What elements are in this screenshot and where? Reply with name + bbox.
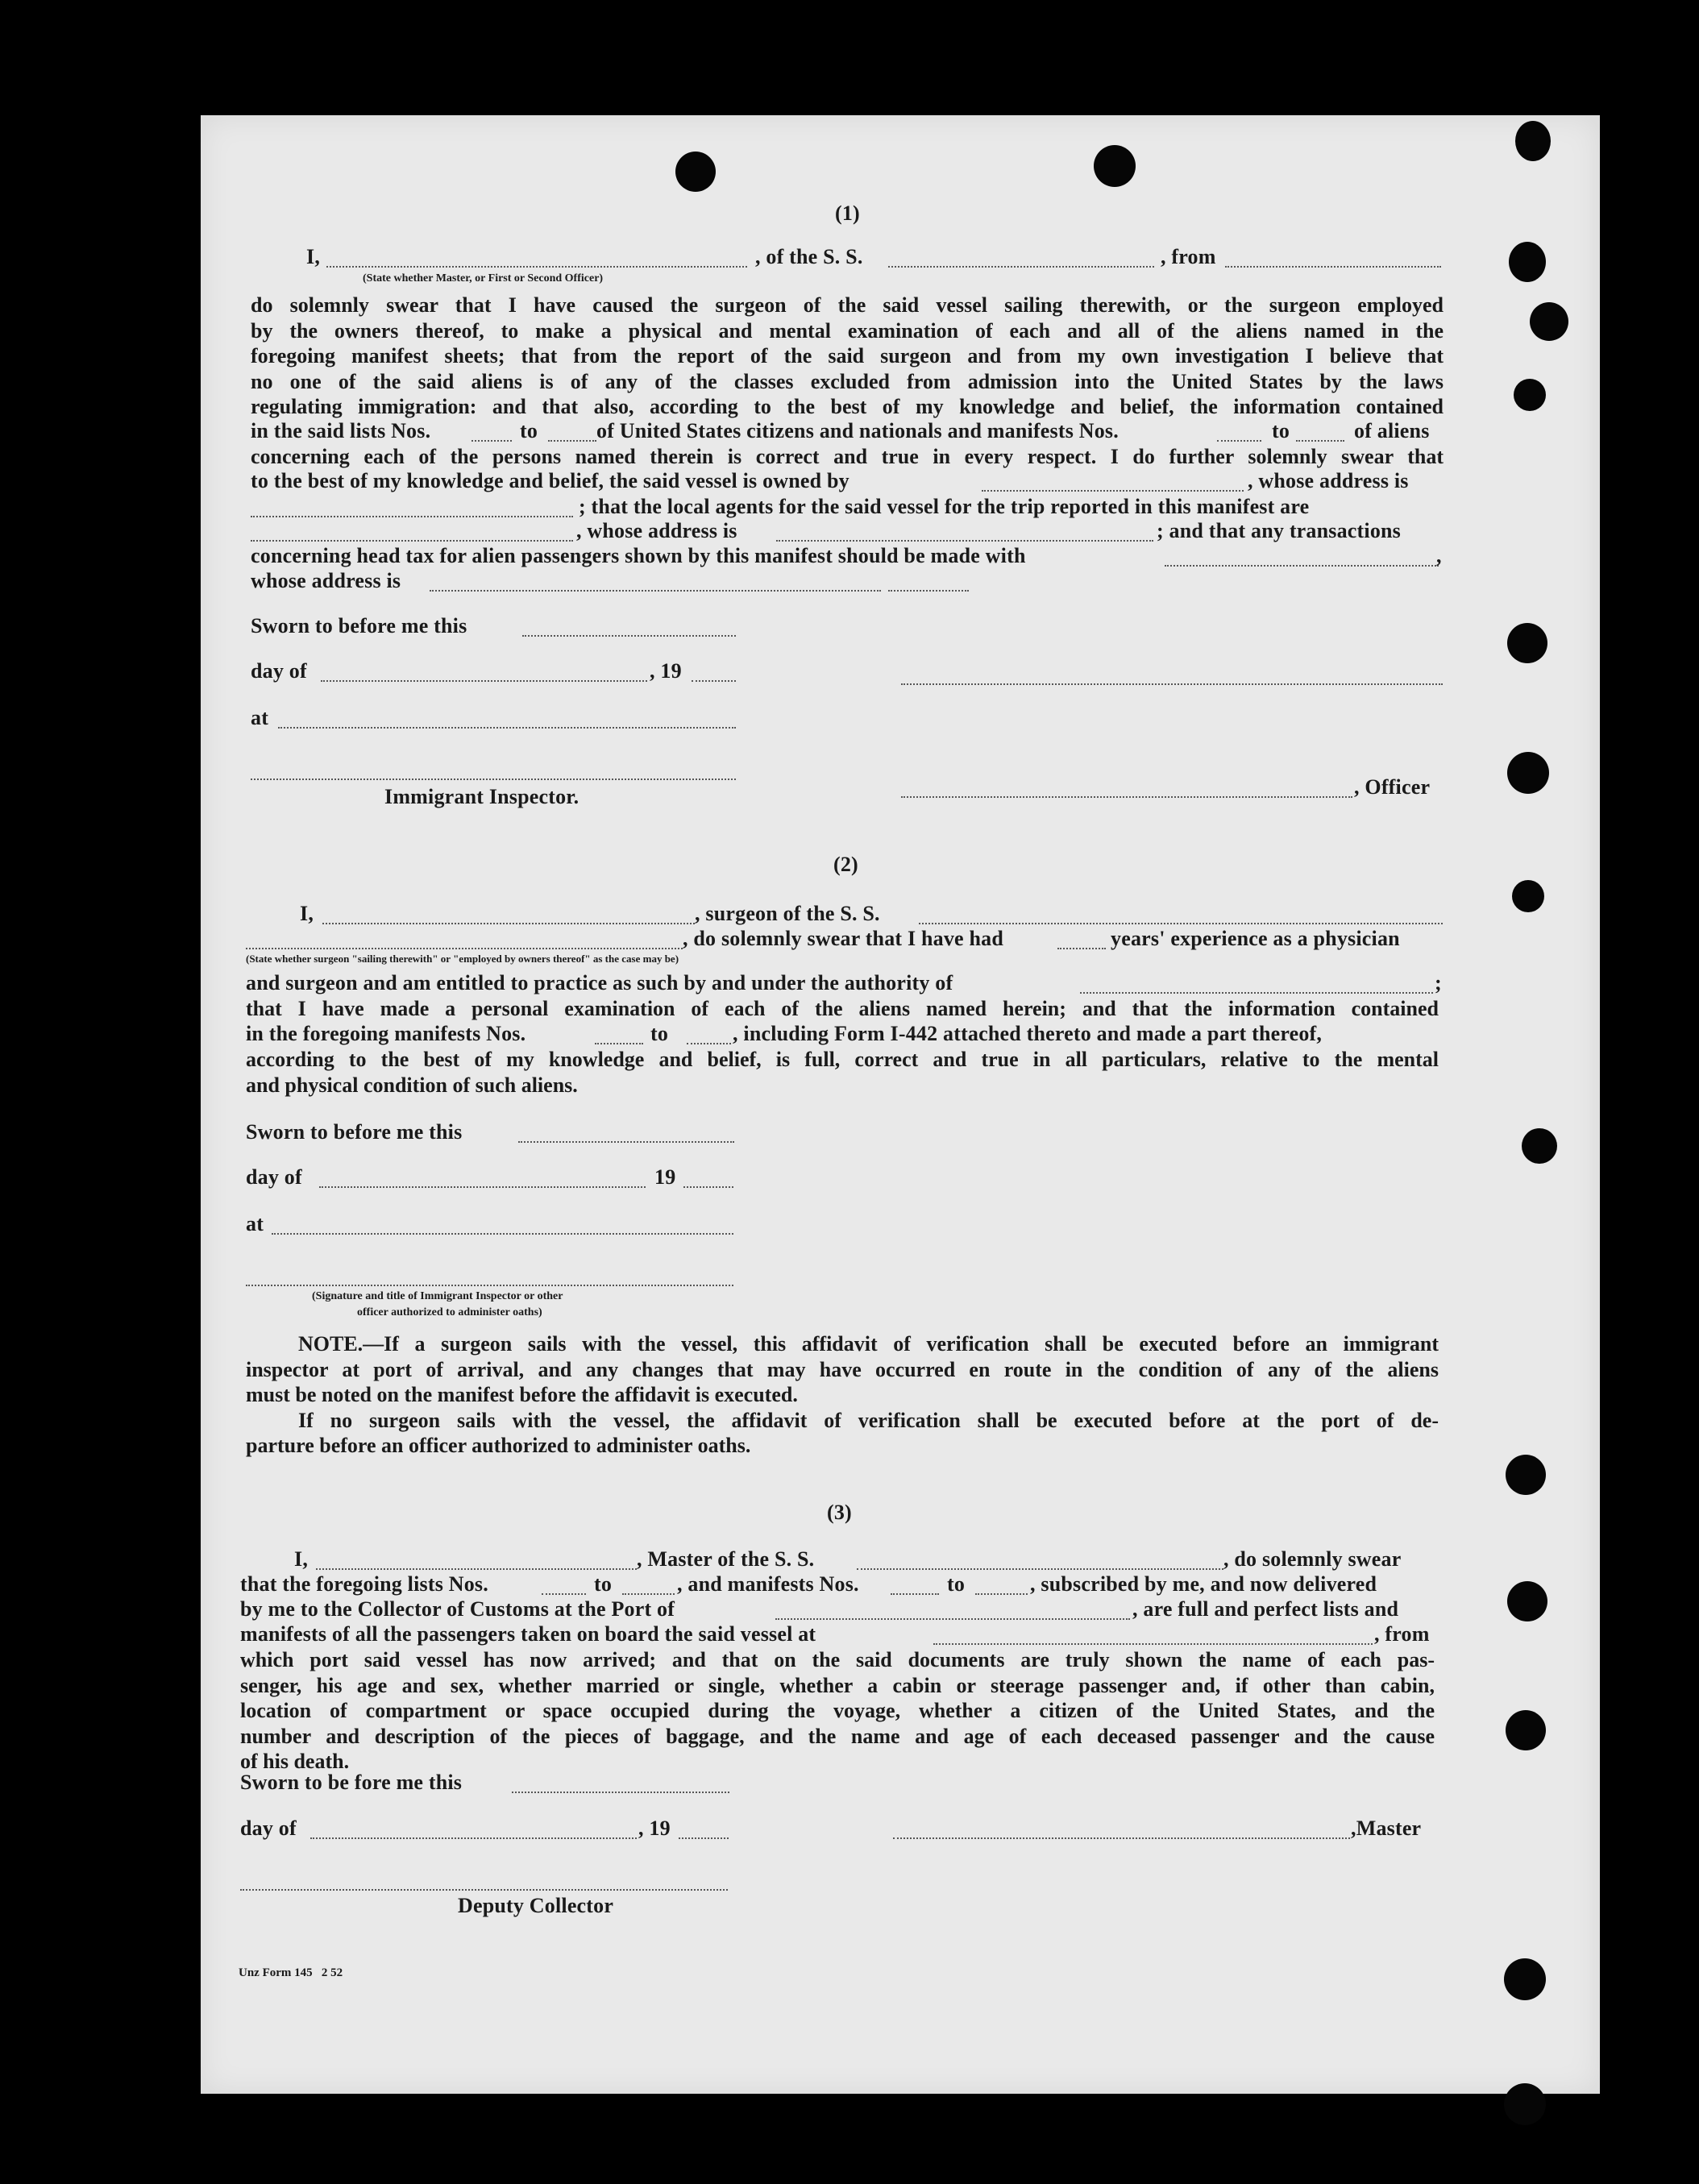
at-label: at: [251, 706, 269, 729]
surgeon-manifest-to-field[interactable]: [687, 1043, 731, 1044]
years-experience-label: years' experience as a physician: [1111, 927, 1400, 950]
owner-address-field[interactable]: [251, 516, 573, 517]
officer-name-field[interactable]: [326, 266, 747, 268]
oath-line: by the owners thereof, to make a physical and mental examination of each and all of the aliens named in the: [251, 318, 1444, 343]
section-2-accord: [246, 1047, 1439, 1098]
inspector-signature-field[interactable]: [251, 779, 736, 780]
from-label-3: , from: [1374, 1622, 1430, 1646]
oath-i-label: I,: [306, 245, 321, 268]
master-sworn-label: Sworn to be fore me this: [240, 1771, 463, 1794]
master-manifests-from-field[interactable]: [891, 1593, 939, 1595]
section-3-oath-text: [240, 1647, 1435, 1775]
vessel-name-field[interactable]: [888, 266, 1154, 268]
sworn-day-field[interactable]: [522, 635, 736, 637]
officer-rank-note: (State whether Master, or First or Second Officer): [363, 272, 604, 284]
lists-nos-label: in the said lists Nos.: [251, 419, 431, 442]
master-i-label: I,: [294, 1547, 309, 1571]
section-1-line7: [251, 444, 1444, 470]
punch-hole-edge-3: [1530, 302, 1568, 341]
foregoing-lists-label: that the foregoing lists Nos.: [240, 1572, 488, 1596]
day-of-label: day of: [251, 659, 307, 683]
officer-signature-field[interactable]: [901, 796, 1352, 798]
section-1-number: (1): [835, 201, 860, 225]
oath-line: that I have made a personal examination of each of the aliens named herein; and that the information contained: [246, 997, 1439, 1020]
signature-note-2: officer authorized to administer oaths): [357, 1306, 542, 1318]
surgeon-manifest-from-field[interactable]: [595, 1043, 643, 1044]
surgeon-i-label: I,: [300, 902, 314, 925]
punch-hole-top-left: [675, 152, 716, 192]
manifests-to-field[interactable]: [1296, 440, 1344, 442]
surgeon-month-field[interactable]: [319, 1186, 646, 1188]
surgeon-status-note: (State whether surgeon "sailing therewith" or "employed by owners thereof" as the case may be): [246, 953, 679, 965]
master-manifests-to-label: to: [947, 1572, 966, 1596]
surgeon-place-field[interactable]: [272, 1233, 733, 1235]
master-swear-label: , do solemnly swear: [1223, 1547, 1402, 1571]
surgeon-witness-signature-field[interactable]: [246, 1285, 733, 1286]
oath-line: location of compartment or space occupied during the voyage, whether a citizen of the United States, and the: [240, 1699, 1435, 1722]
owned-by-label: to the best of my knowledge and belief, the said vessel is owned by: [251, 469, 850, 492]
subscribed-label: , subscribed by me, and now delivered: [1030, 1572, 1377, 1596]
section-2-exam-line: [246, 996, 1439, 1022]
punch-hole-edge-1: [1515, 121, 1551, 161]
note-line: inspector at port of arrival, and any changes that may have occurred en route in the condition of any of the aliens: [246, 1357, 1439, 1381]
master-manifests-to-field[interactable]: [975, 1593, 1028, 1595]
master-of-ss-label: , Master of the S. S.: [637, 1547, 815, 1571]
oath-line: do solemnly swear that I have caused the surgeon of the said vessel sailing therewith, or the surgeon employed: [251, 293, 1444, 317]
perfect-lists-label: , are full and perfect lists and: [1132, 1597, 1399, 1621]
surgeon-sworn-label: Sworn to before me this: [246, 1120, 463, 1144]
master-name-field[interactable]: [316, 1568, 637, 1570]
year-field[interactable]: [692, 680, 736, 682]
oath-line: regulating immigration: and that also, according to the best of my knowledge and belief, the information contained: [251, 395, 1444, 418]
owner-field[interactable]: [982, 490, 1244, 492]
master-vessel-field[interactable]: [857, 1568, 1223, 1570]
of-ss-label: , of the S. S.: [755, 245, 863, 268]
punch-hole-edge-13: [1504, 2083, 1546, 2125]
punch-hole-edge-8: [1522, 1128, 1557, 1164]
manifests-from-field[interactable]: [1217, 440, 1261, 442]
master-signature-field[interactable]: [893, 1837, 1350, 1839]
oath-line: and physical condition of such aliens.: [246, 1073, 578, 1097]
punch-hole-edge-9: [1506, 1455, 1546, 1495]
punch-hole-top-right: [1094, 145, 1136, 187]
oath-line: which port said vessel has now arrived; and that on the said documents are truly shown the name of each pas-: [240, 1648, 1435, 1671]
oath-line: senger, his age and sex, whether married or single, whether a cabin or steerage passenger and, if other than cabin,: [240, 1673, 1435, 1697]
punch-hole-edge-6: [1507, 752, 1549, 794]
master-sworn-day-field[interactable]: [512, 1792, 729, 1793]
manifests-nos-label: in the foregoing manifests Nos.: [246, 1022, 526, 1045]
sworn-label: Sworn to before me this: [251, 614, 467, 637]
oath-line: no one of the said aliens is of any of the classes excluded from admission into the United States by the laws: [251, 369, 1444, 393]
oath-line: number and description of the pieces of baggage, and the name and age of each deceased passenger and the cause: [240, 1724, 1435, 1748]
deputy-collector-label: Deputy Collector: [458, 1894, 614, 1917]
form-i442-label: , including Form I-442 attached thereto and made a part thereof,: [733, 1022, 1323, 1045]
surgeon-sworn-day-field[interactable]: [518, 1141, 734, 1143]
master-lists-to-label: to: [594, 1572, 613, 1596]
officer-label: , Officer: [1354, 775, 1431, 799]
punch-hole-edge-5: [1507, 623, 1547, 663]
year-label: , 19: [650, 659, 682, 683]
authority-field[interactable]: [1080, 992, 1433, 994]
surgeon-of-ss-label: , surgeon of the S. S.: [695, 902, 880, 925]
master-month-field[interactable]: [310, 1837, 637, 1839]
section-3-number: (3): [827, 1501, 852, 1524]
from-label: , from: [1161, 245, 1216, 268]
lists-to-label: to: [520, 419, 538, 442]
master-day-of-label: day of: [240, 1817, 297, 1840]
master-manifests-label: , and manifests Nos.: [677, 1572, 859, 1596]
port-field[interactable]: [775, 1618, 1130, 1620]
comma: ,: [1436, 544, 1442, 567]
from-port-field[interactable]: [1225, 266, 1441, 268]
surgeon-name-field[interactable]: [322, 923, 695, 924]
collector-port-label: by me to the Collector of Customs at the Port of: [240, 1597, 675, 1621]
agents-address-label: , whose address is: [576, 519, 737, 542]
master-label: ,Master: [1351, 1817, 1422, 1840]
punch-hole-edge-2: [1509, 242, 1546, 282]
punch-hole-edge-7: [1512, 880, 1544, 912]
oath-line: concerning each of the persons named therein is correct and true in every respect. I do further solemnly swear that: [251, 445, 1444, 468]
departure-port-field[interactable]: [933, 1643, 1373, 1645]
oath-line: according to the best of my knowledge and belief, is full, correct and true in all particulars, relative to the mental: [246, 1048, 1439, 1071]
surgeon-year-field[interactable]: [683, 1186, 733, 1188]
manifests-to-label: to: [1272, 419, 1290, 442]
master-lists-to-field[interactable]: [622, 1593, 675, 1595]
deputy-collector-signature-field[interactable]: [240, 1889, 728, 1891]
surgeon-at-label: at: [246, 1212, 264, 1235]
punch-hole-edge-10: [1507, 1581, 1547, 1621]
surgeon-year-label: 19: [654, 1165, 676, 1189]
surgeon-status-field[interactable]: [246, 948, 683, 949]
transactions-label: ; and that any transactions: [1157, 519, 1401, 542]
head-tax-address-extra-field[interactable]: [888, 590, 969, 592]
whose-address-label: whose address is: [251, 569, 401, 592]
form-number: Unz Form 145 2 52: [239, 1966, 343, 1979]
surgeon-manifest-to-label: to: [650, 1022, 669, 1045]
lists-to-field[interactable]: [548, 440, 596, 442]
officer-signature-top-field[interactable]: [901, 683, 1443, 685]
owner-address-label: , whose address is: [1248, 469, 1409, 492]
sworn-place-field[interactable]: [278, 727, 736, 729]
oath-line: of his death.: [240, 1750, 350, 1773]
section-2-number: (2): [833, 853, 858, 876]
section-1-oath-text: [251, 293, 1444, 420]
punch-hole-edge-4: [1514, 379, 1546, 411]
taken-on-board-label: manifests of all the passengers taken on board the said vessel at: [240, 1622, 816, 1646]
note-line: must be noted on the manifest before the affidavit is executed.: [246, 1383, 798, 1406]
oath-line: foregoing manifest sheets; that from the report of the said surgeon and from my own investigation I believe that: [251, 344, 1444, 367]
signature-note-1: (Signature and title of Immigrant Inspector or other: [312, 1290, 563, 1302]
head-tax-contact-field[interactable]: [1165, 565, 1439, 567]
master-year-field[interactable]: [679, 1837, 729, 1839]
punch-hole-edge-12: [1504, 1958, 1546, 2000]
local-agents-field[interactable]: [251, 540, 573, 542]
surgeon-vessel-field[interactable]: [919, 923, 1443, 924]
citizens-manifests-label: of United States citizens and nationals and manifests Nos.: [596, 419, 1119, 442]
surgeon-day-of-label: day of: [246, 1165, 302, 1189]
note-line: If no surgeon sails with the vessel, the affidavit of verification shall be executed before at the port of de-: [298, 1408, 1439, 1432]
note-line: parture before an officer authorized to administer oaths.: [246, 1434, 751, 1457]
head-tax-address-field[interactable]: [430, 590, 881, 592]
immigrant-inspector-label: Immigrant Inspector.: [384, 785, 579, 808]
solemnly-swear-label: , do solemnly swear that I have had: [683, 927, 1004, 950]
master-year-label: , 19: [638, 1817, 671, 1840]
head-tax-label: concerning head tax for alien passengers shown by this manifest should be made with: [251, 544, 1026, 567]
semicolon: ;: [1435, 971, 1442, 994]
note-line: NOTE.—If a surgeon sails with the vessel, this affidavit of verification shall be executed before an immigrant: [298, 1332, 1439, 1356]
of-aliens-label: of aliens: [1354, 419, 1430, 442]
years-experience-field[interactable]: [1057, 948, 1106, 949]
punch-hole-edge-11: [1506, 1710, 1546, 1750]
local-agents-label: ; that the local agents for the said vessel for the trip reported in this manifest are: [579, 495, 1310, 518]
agents-address-field[interactable]: [776, 540, 1153, 542]
authority-label: and surgeon and am entitled to practice as such by and under the authority of: [246, 971, 953, 994]
lists-from-field[interactable]: [471, 440, 512, 442]
note-paragraph: [246, 1331, 1439, 1459]
day-of-month-field[interactable]: [321, 680, 647, 682]
master-lists-from-field[interactable]: [542, 1593, 586, 1595]
